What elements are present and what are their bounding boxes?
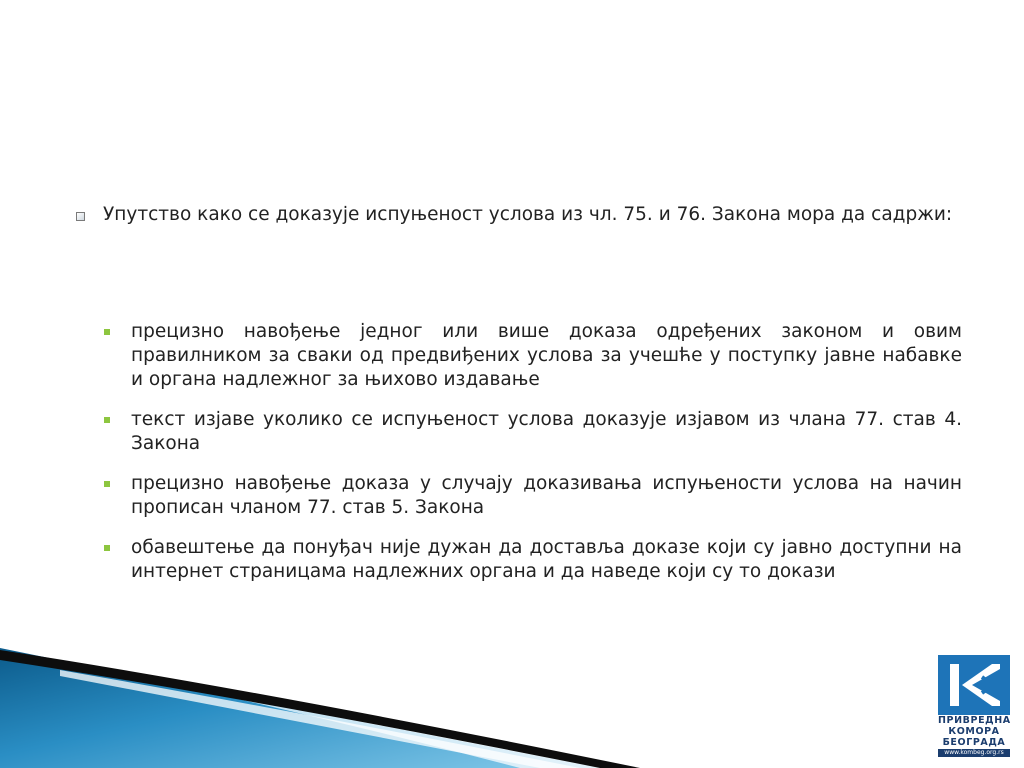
- list-item-text: обавештење да понуђач није дужан да доставља доказе који су јавно доступни на интернет страницама надлежних органа и да наведе који су то докази: [131, 537, 962, 582]
- main-bullet-text: Упутство како се доказује испуњеност услова из чл. 75. и 76. Закона мора да садржи:: [103, 204, 953, 225]
- logo-url-text: www.kombeg.org.rs: [938, 749, 1010, 757]
- logo-text-line2: КОМОРА: [948, 726, 1000, 737]
- list-item-text: прецизно навођење једног или више доказа одређених законом и овим правилником за сваки од предвиђених услова за учешће у поступку јавне набавке и органа надлежног за њихово издавање: [131, 321, 962, 390]
- list-item-text: прецизно навођење доказа у случају доказивања испуњености услова на начин прописан чланом 77. став 5. Закона: [131, 473, 962, 518]
- logo-text-line1: ПРИВРЕДНА: [938, 715, 1011, 726]
- chamber-logo: [938, 655, 1010, 763]
- list-item-text: текст изјаве уколико се испуњеност услова доказује изјавом из члана 77. став 4. Закона: [131, 409, 962, 454]
- logo-k-icon: [938, 655, 1010, 715]
- logo-emblem: [938, 655, 1010, 715]
- logo-text-line3: БЕОГРАДА: [942, 737, 1006, 748]
